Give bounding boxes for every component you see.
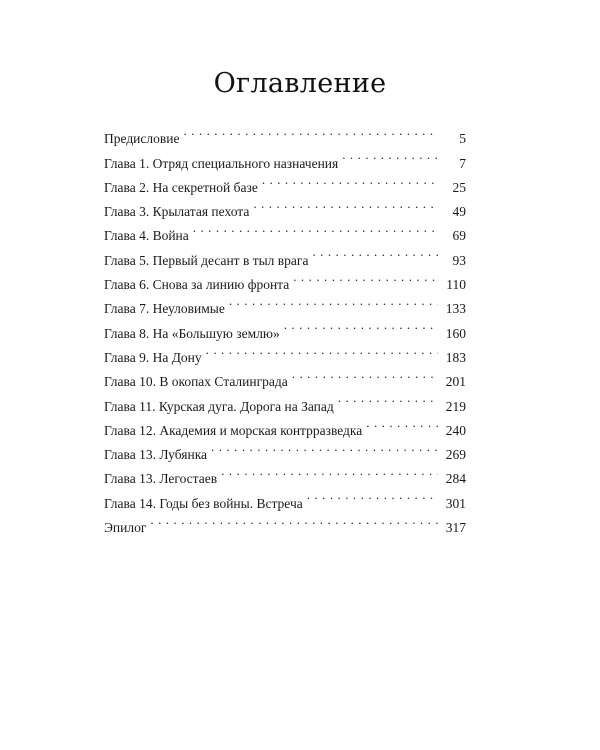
toc-entry-page: 240	[438, 419, 466, 443]
toc-entry-title: Предисловие	[104, 131, 180, 147]
toc-entry	[104, 508, 466, 536]
toc-entry-title: Глава 9. На Дону	[104, 349, 202, 365]
toc-entry-page: 25	[438, 176, 466, 200]
dot-leader	[366, 411, 438, 435]
toc-entry-page: 110	[438, 273, 466, 297]
toc-entry-title: Глава 5. Первый десант в тыл врага	[104, 252, 309, 268]
toc-entry-page: 201	[438, 370, 466, 394]
toc-entry-title: Эпилог	[104, 520, 147, 536]
toc-entry-page: 183	[438, 346, 466, 370]
toc-entry-page: 160	[438, 322, 466, 346]
dot-leader	[253, 192, 438, 216]
dot-leader	[183, 119, 438, 143]
toc-entry-page: 269	[438, 443, 466, 467]
toc-entry-title: Глава 10. В окопах Сталинграда	[104, 374, 288, 390]
dot-leader	[307, 483, 438, 507]
dot-leader	[292, 362, 438, 386]
toc-entry-page: 49	[438, 200, 466, 224]
toc-entry-title: Глава 13. Лубянка	[104, 447, 208, 463]
dot-leader	[229, 289, 438, 313]
toc-entry-title: Глава 3. Крылатая пехота	[104, 204, 250, 220]
toc-entry-title: Глава 11. Курская дуга. Дорога на Запад	[104, 398, 334, 414]
dot-leader	[193, 216, 438, 240]
dot-leader	[262, 168, 438, 192]
toc-entry-title: Глава 13. Легостаев	[104, 471, 218, 487]
toc-entry-page: 301	[438, 492, 466, 516]
dot-leader	[338, 386, 438, 410]
toc-entry-title: Глава 1. Отряд специального назначения	[104, 155, 339, 171]
dot-leader	[211, 435, 438, 459]
dot-leader	[150, 508, 438, 532]
toc-entry-title: Глава 12. Академия и морская контрразведка	[104, 422, 363, 438]
toc-entry	[104, 119, 466, 147]
page-title: Оглавление	[213, 68, 387, 99]
toc-entry-page: 7	[438, 152, 466, 176]
dot-leader	[312, 240, 438, 264]
toc-entry-title: Глава 4. Война	[104, 228, 189, 244]
toc-entry-title: Глава 2. На секретной базе	[104, 179, 258, 195]
toc-entry-page: 219	[438, 395, 466, 419]
toc-entry-page: 317	[438, 516, 466, 540]
toc-entry-title: Глава 7. Неуловимые	[104, 301, 225, 317]
dot-leader	[284, 313, 438, 337]
toc-entry-title: Глава 6. Снова за линию фронта	[104, 277, 290, 293]
dot-leader	[206, 338, 438, 362]
toc-entry-page: 284	[438, 467, 466, 491]
dot-leader	[293, 265, 438, 289]
toc-entry-title: Глава 8. На «Большую землю»	[104, 325, 280, 341]
toc-entry-page: 133	[438, 297, 466, 321]
toc-entry-page: 5	[438, 127, 466, 151]
toc-entry-page: 69	[438, 224, 466, 248]
toc-entry-page: 93	[438, 249, 466, 273]
toc-entry-title: Глава 14. Годы без войны. Встреча	[104, 495, 303, 511]
dot-leader	[342, 143, 438, 167]
table-of-contents	[104, 119, 466, 536]
dot-leader	[221, 459, 438, 483]
